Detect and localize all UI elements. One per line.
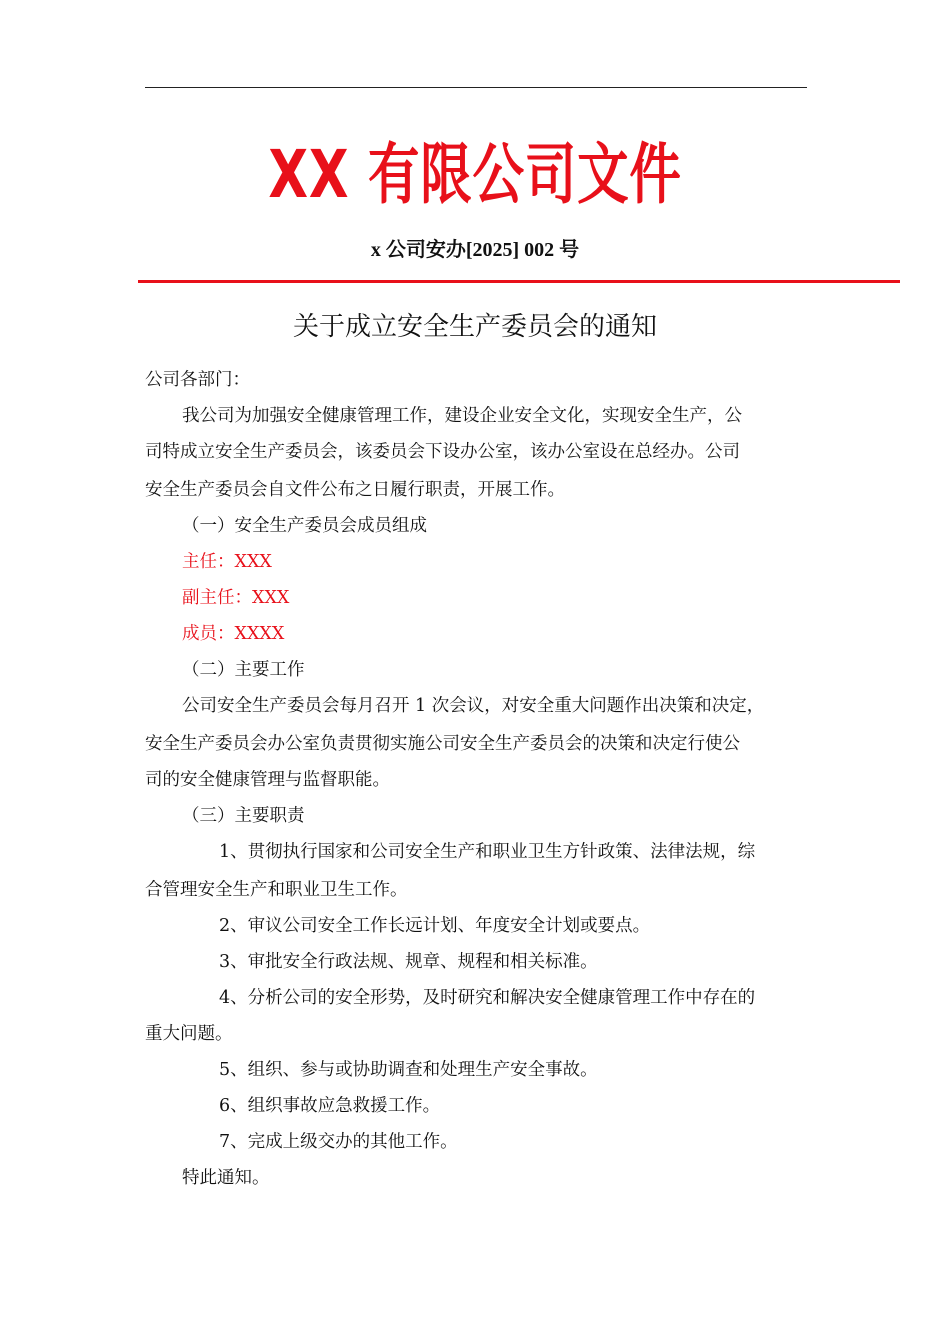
duty-item: 重大问题。 — [145, 1024, 233, 1044]
intro-line: 安全生产委员会自文件公布之日履行职责，开展工作。 — [145, 480, 565, 500]
member-deputy: 副主任：XXX — [182, 588, 290, 608]
red-divider — [138, 280, 900, 283]
section-heading: （二）主要工作 — [182, 660, 305, 680]
duty-item: 4、分析公司的安全形势，及时研究和解决安全健康管理工作中存在的 — [219, 988, 756, 1008]
duty-item: 7、完成上级交办的其他工作。 — [219, 1132, 458, 1152]
intro-line: 我公司为加强安全健康管理工作，建设企业安全文化，实现安全生产，公 — [182, 406, 742, 426]
notice-title: 关于成立安全生产委员会的通知 — [292, 312, 657, 342]
section-heading: （一）安全生产委员会成员组成 — [182, 516, 427, 536]
work-line: 公司安全生产委员会每月召开 1 次会议，对安全重大问题作出决策和决定， — [182, 696, 765, 716]
duty-item: 1、贯彻执行国家和公司安全生产和职业卫生方针政策、法律法规，综 — [219, 842, 756, 862]
masthead: XX 有限公司文件 — [268, 136, 682, 213]
work-line: 安全生产委员会办公室负责贯彻实施公司安全生产委员会的决策和决定行使公 — [145, 734, 740, 754]
intro-line: 司特成立安全生产委员会，该委员会下设办公室，该办公室设在总经办。公司 — [145, 442, 740, 462]
duty-item: 5、组织、参与或协助调查和处理生产安全事故。 — [219, 1060, 598, 1080]
member-director: 主任：XXX — [182, 552, 272, 572]
work-line: 司的安全健康管理与监督职能。 — [145, 770, 390, 790]
top-rule — [145, 87, 807, 88]
closing-line: 特此通知。 — [182, 1168, 270, 1188]
salutation: 公司各部门： — [145, 370, 250, 390]
duty-item: 合管理安全生产和职业卫生工作。 — [145, 880, 408, 900]
duty-item: 3、审批安全行政法规、规章、规程和相关标准。 — [219, 952, 598, 972]
document-number: x 公司安办[2025] 002 号 — [370, 239, 580, 261]
section-heading: （三）主要职责 — [182, 806, 305, 826]
duty-item: 2、审议公司安全工作长远计划、年度安全计划或要点。 — [219, 916, 651, 936]
duty-item: 6、组织事故应急救援工作。 — [219, 1096, 441, 1116]
member-staff: 成员：XXXX — [182, 624, 285, 644]
